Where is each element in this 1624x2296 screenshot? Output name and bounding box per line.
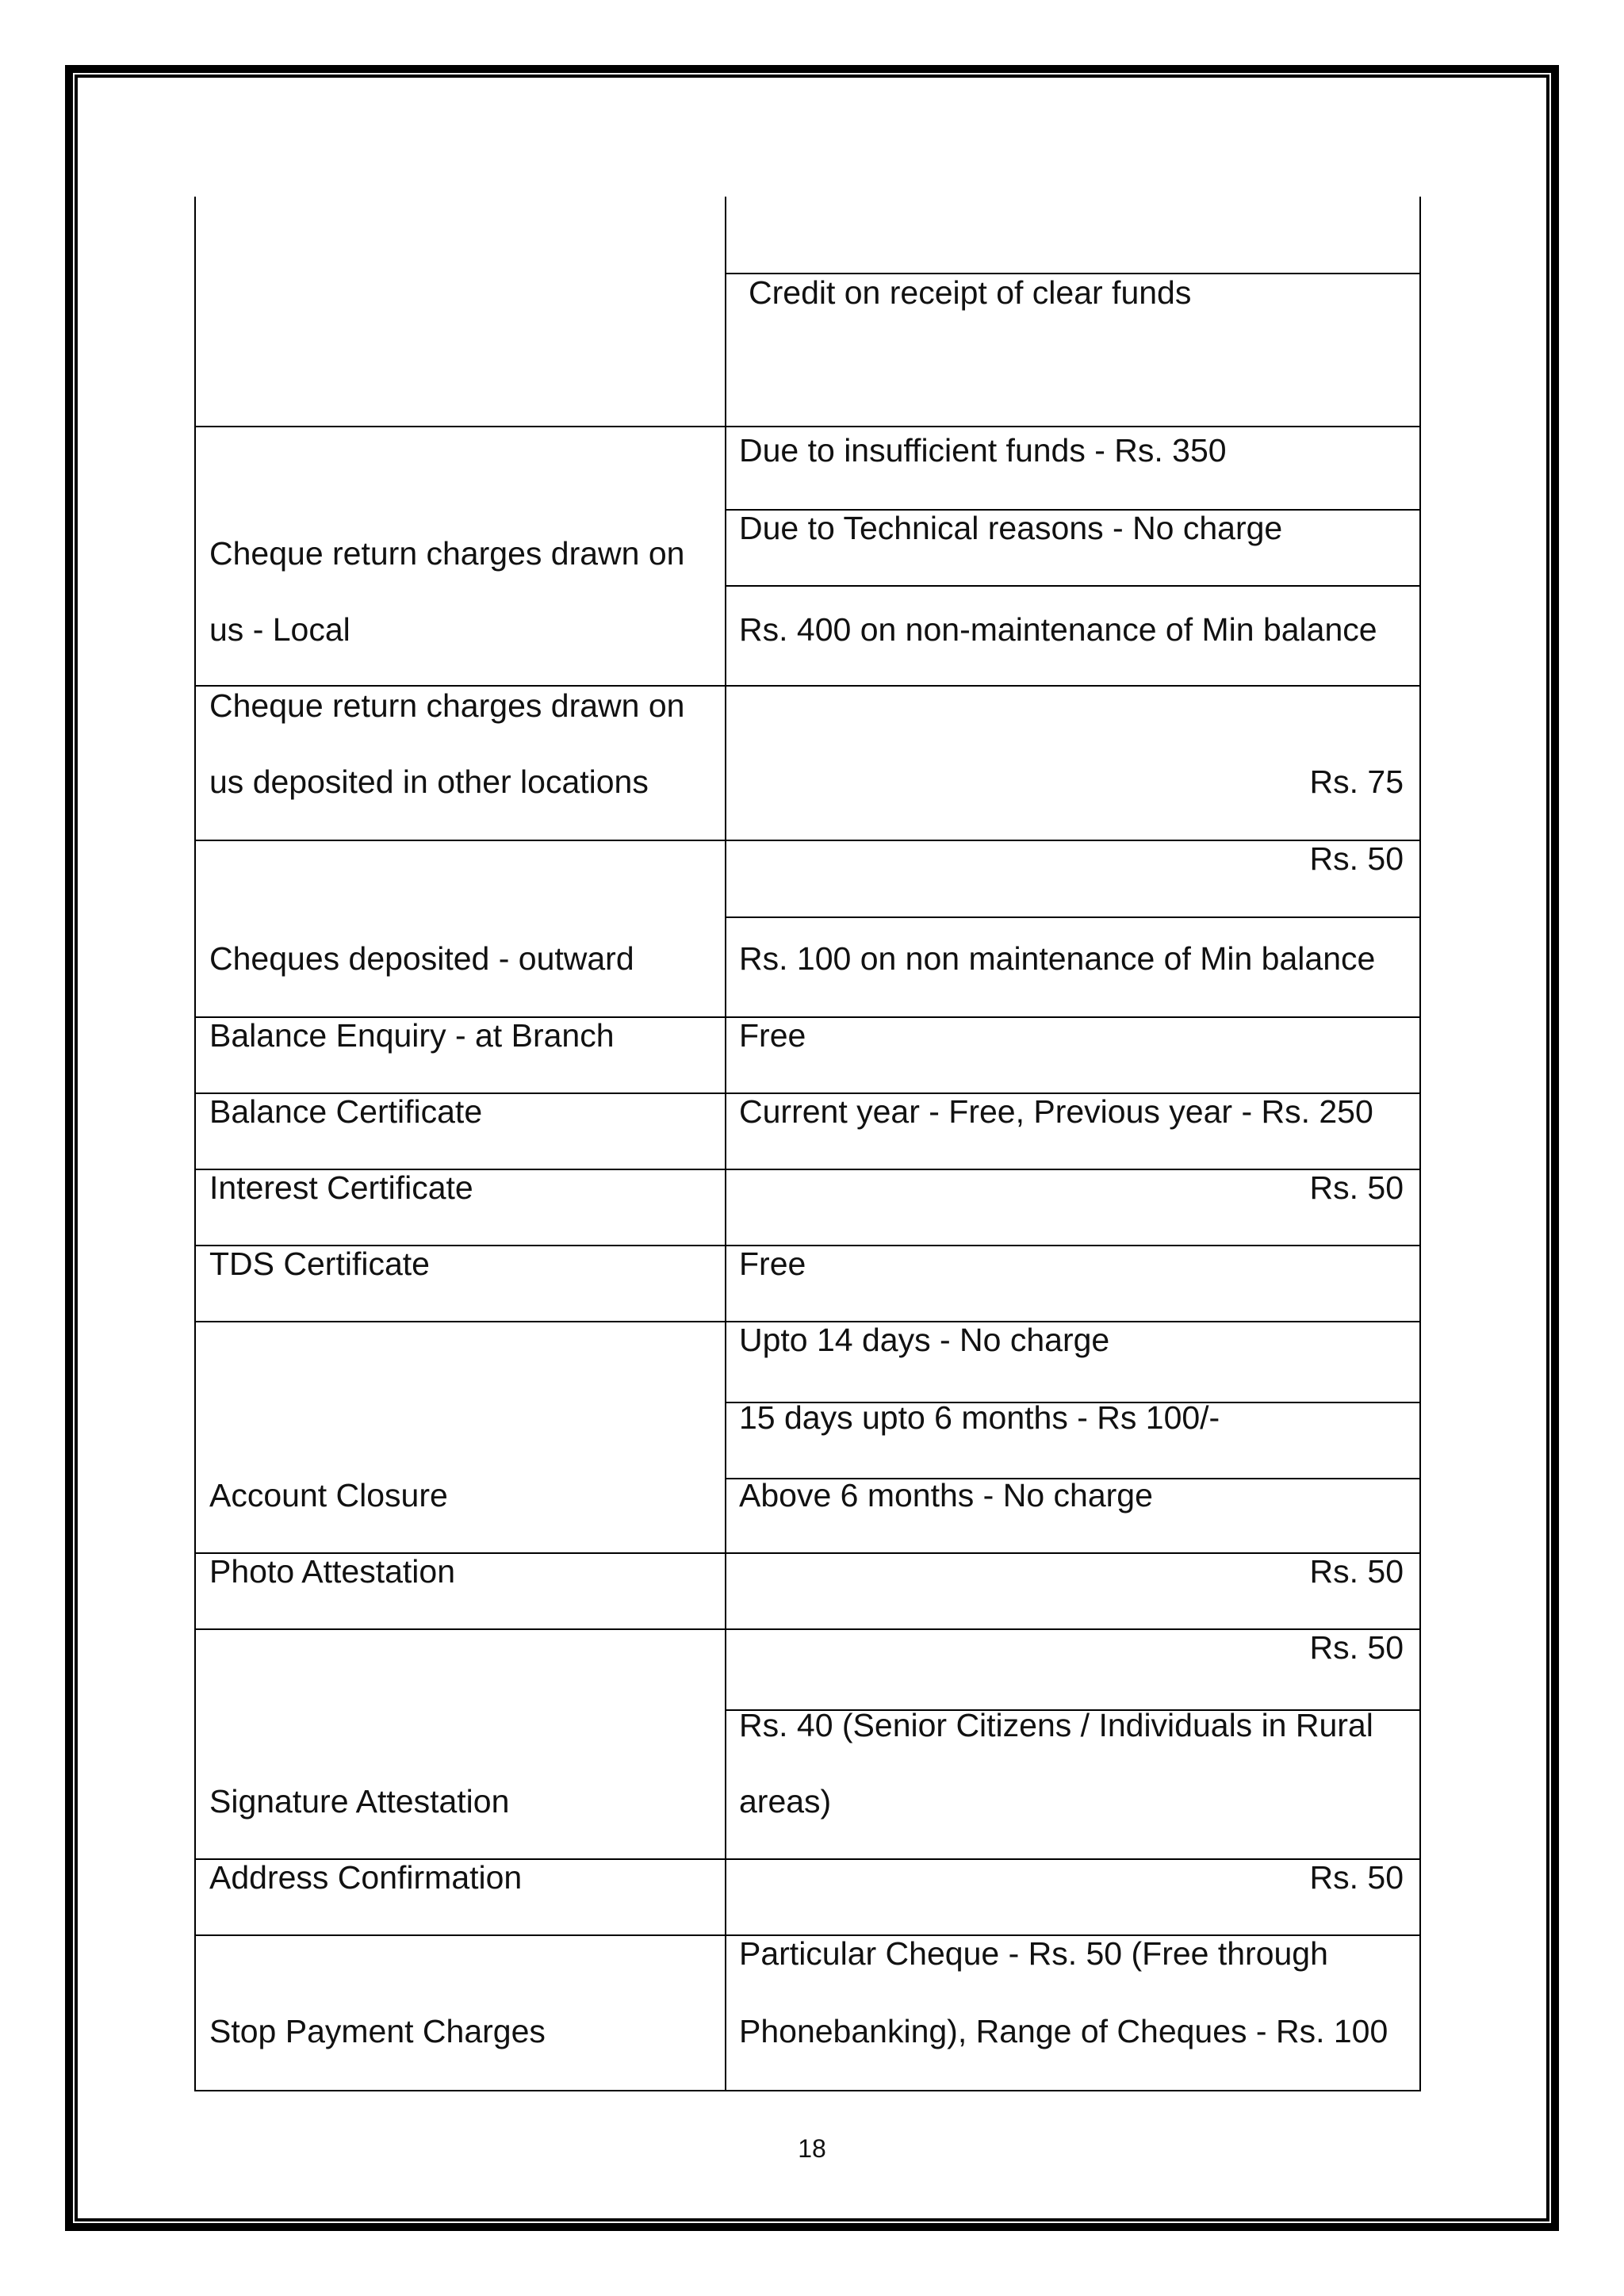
row-divider (725, 585, 1421, 587)
signature-attestation-value: areas) (739, 1783, 832, 1820)
balance-certificate-label: Balance Certificate (209, 1093, 483, 1130)
stop-payment-label: Stop Payment Charges (209, 2013, 546, 2049)
cheque-return-local-value: Due to Technical reasons - No charge (739, 510, 1283, 546)
account-closure-label: Account Closure (209, 1477, 448, 1513)
stop-payment-value: Phonebanking), Range of Cheques - Rs. 100 (739, 2013, 1388, 2049)
cheque-return-other-value: Rs. 75 (1309, 763, 1404, 800)
top-row-value: Credit on receipt of clear funds (749, 274, 1192, 311)
stop-payment-value: Particular Cheque - Rs. 50 (Free through (739, 1935, 1328, 1972)
photo-attestation-value: Rs. 50 (1309, 1553, 1404, 1590)
cheques-outward-label: Cheques deposited - outward (209, 940, 634, 977)
balance-enquiry-label: Balance Enquiry - at Branch (209, 1017, 615, 1054)
table-right-border (1419, 197, 1421, 2091)
tds-certificate-value: Free (739, 1246, 806, 1282)
account-closure-value: 15 days upto 6 months - Rs 100/- (739, 1399, 1220, 1436)
cheques-outward-value: Rs. 100 on non maintenance of Min balance (739, 940, 1376, 977)
row-divider (194, 426, 1421, 427)
page-number: 18 (798, 2134, 826, 2163)
photo-attestation-label: Photo Attestation (209, 1553, 456, 1590)
signature-attestation-value: Rs. 50 (1309, 1629, 1404, 1666)
cheque-return-local-label: Cheque return charges drawn on (209, 535, 685, 572)
cheque-return-local-label: us - Local (209, 611, 350, 648)
account-closure-value: Upto 14 days - No charge (739, 1322, 1110, 1358)
interest-certificate-value: Rs. 50 (1309, 1169, 1404, 1206)
cheque-return-local-value: Due to insufficient funds - Rs. 350 (739, 432, 1227, 469)
table-column-divider (725, 197, 726, 2091)
table-bottom-border (194, 2090, 1421, 2091)
cheque-return-other-label: Cheque return charges drawn on (209, 687, 685, 724)
balance-certificate-value: Current year - Free, Previous year - Rs. 250 (739, 1093, 1373, 1130)
cheque-return-other-label: us deposited in other locations (209, 763, 649, 800)
balance-enquiry-value: Free (739, 1017, 806, 1054)
page-border-inner (75, 75, 1549, 2221)
cheques-outward-value: Rs. 50 (1309, 840, 1404, 877)
signature-attestation-value: Rs. 40 (Senior Citizens / Individuals in Rural (739, 1707, 1373, 1743)
row-divider (725, 916, 1421, 918)
table-left-border (194, 197, 196, 2091)
cheque-return-local-value: Rs. 400 on non-maintenance of Min balance (739, 611, 1377, 648)
signature-attestation-label: Signature Attestation (209, 1783, 510, 1820)
address-confirmation-value: Rs. 50 (1309, 1859, 1404, 1896)
address-confirmation-label: Address Confirmation (209, 1859, 523, 1896)
interest-certificate-label: Interest Certificate (209, 1169, 473, 1206)
tds-certificate-label: TDS Certificate (209, 1246, 430, 1282)
account-closure-value: Above 6 months - No charge (739, 1477, 1153, 1513)
